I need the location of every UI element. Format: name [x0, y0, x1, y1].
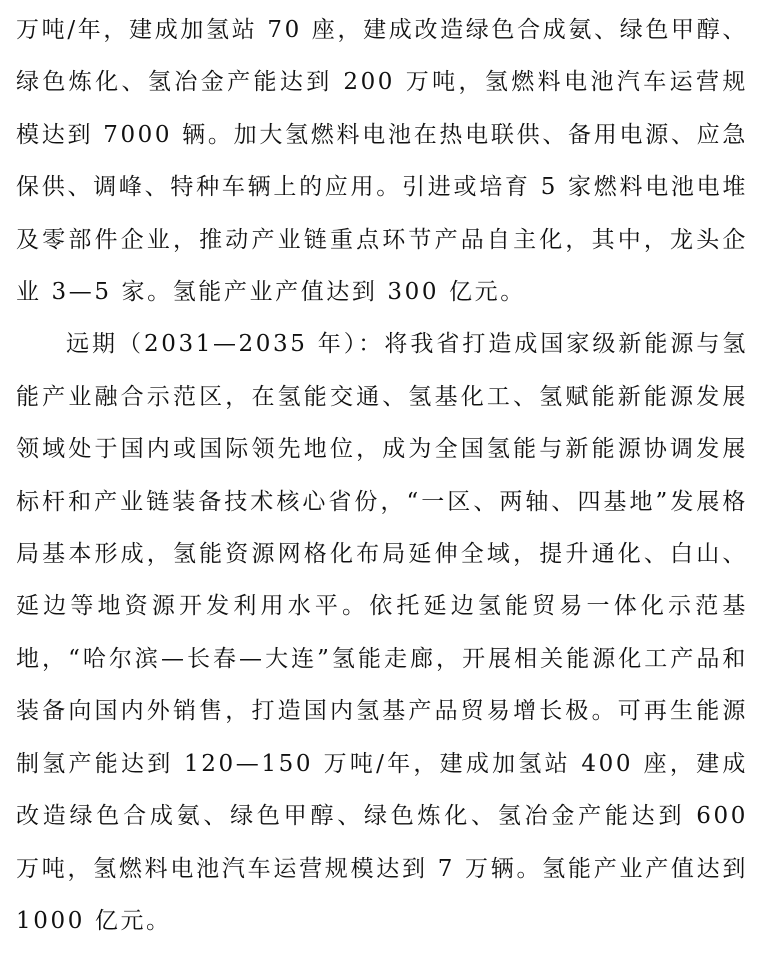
paragraph-long-term-goals: 远期（2031—2035 年）：将我省打造成国家级新能源与氢能产业融合示范区，在氢能交通、氢基化工、氢赋能新能源发展领域处于国内或国际领先地位，成为全国氢能与新能源协调发展标杆和产业链装备技术核心省份，“一区、两轴、四基地”发展格局基本形成，氢能资源网格化布局延伸全域，提升通化、白山、延边等地资源开发利用水平。依托延边氢能贸易一体化示范基地，“哈尔滨—长春—大连”氢能走廊，开展相关能源化工产品和装备向国内外销售，打造国内氢基产品贸易增长极。可再生能源制氢产能达到 120—150 万吨/年，建成加氢站 400 座，建成改造绿色合成氨、绿色甲醇、绿色炼化、氢冶金产能达到 600 万吨，氢燃料电池汽车运营规模达到 7 万辆。氢能产业产值达到 1000 亿元。 — [16, 331, 748, 934]
paragraph-near-term-continued: 万吨/年，建成加氢站 70 座，建成改造绿色合成氨、绿色甲醇、绿色炼化、氢冶金产能达到 200 万吨，氢燃料电池汽车运营规模达到 7000 辆。加大氢燃料电池在热电联供、备用电源、应急保供、调峰、特种车辆上的应用。引进或培育 5 家燃料电池电堆及零部件企业，推动产业链重点环节产品自主化，其中，龙头企业 3—5 家。氢能产业产值达到 300 亿元。 — [16, 17, 748, 306]
document-page — [16, 4, 748, 947]
